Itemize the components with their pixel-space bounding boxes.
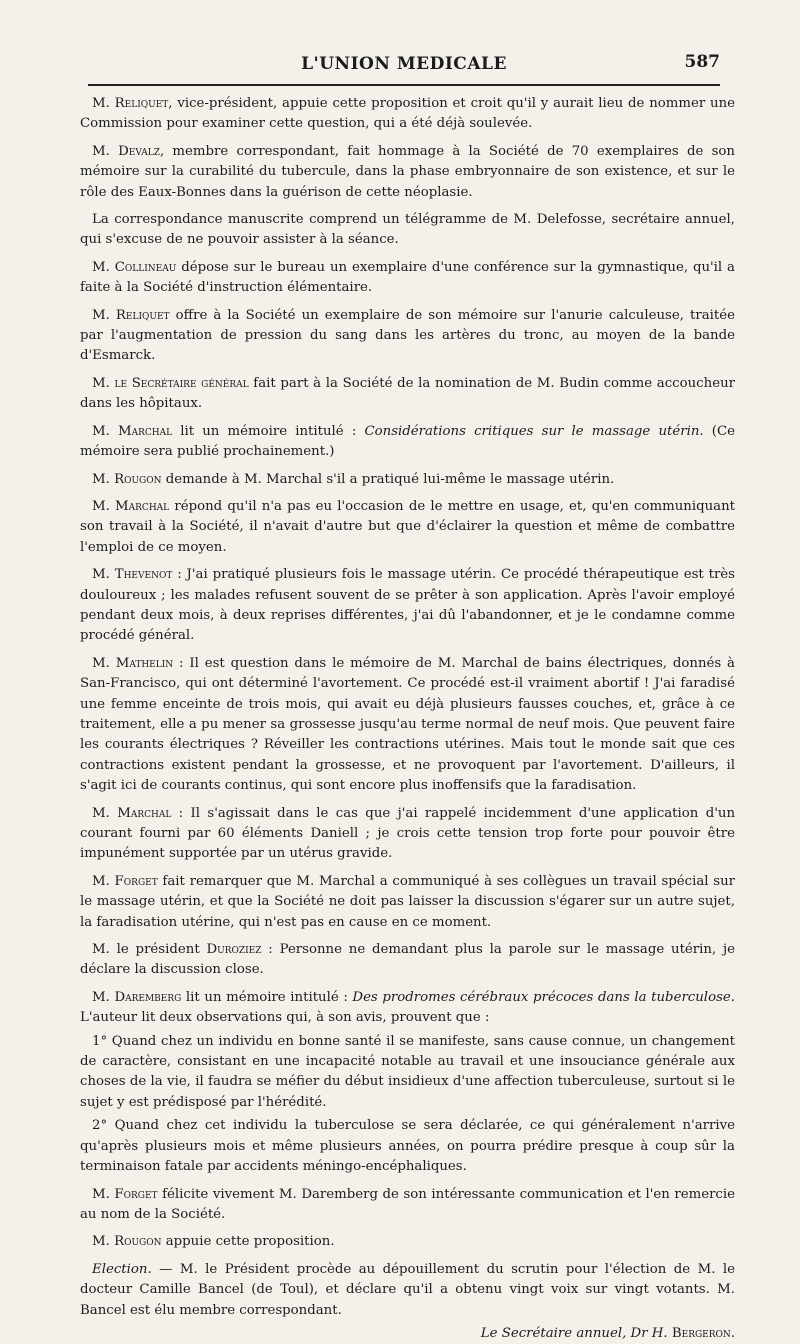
speaker: M. Rougon xyxy=(92,471,162,487)
signature-name: Bergeron. xyxy=(671,1325,735,1341)
signature xyxy=(80,1324,735,1344)
paragraph-text: : Il est question dans le mémoire de M. Marchal de bains électriques, donnés à San-Francisco, qui ont déterminé l'avortement. Ce procédé est-il vraiment abortif ! J'ai faradisé une femme enceinte de trois mois, qui avait eu déjà plusieurs fausses couches, et, grâce à ce traitement, elle a pu mener sa grossesse jusqu'au terme normal de neuf mois. Que peuvent faire les courants électriques ? Réveiller les contractions utérines. Mais tout le monde sait que ces contractions existent pendant la grossesse, et ne provoquent par l'avortement. D'ailleurs, il s'agit ici de courants continus, qui sont encore plus inoffensifs que la faradisation. xyxy=(80,655,735,794)
paragraph xyxy=(80,1185,735,1226)
paragraph xyxy=(80,988,735,1029)
speaker: M. Collineau xyxy=(92,259,177,275)
signature-role: Le Secrétaire annuel, xyxy=(480,1325,627,1341)
paragraph-text: offre à la Société un exemplaire de son mémoire sur l'anurie calculeuse, traitée par l'augmentation de pression du sang dans les artères du tronc, au moyen de la bande d'Esmarck. xyxy=(80,307,735,364)
paragraph-text: : Il s'agissait dans le cas que j'ai rappelé incidemment d'une application d'un courant fourni par 60 éléments Daniell ; je crois cette tension trop forte pour pouvoir être impunément supportée par un utérus gravide. xyxy=(80,805,736,862)
speaker: M. Forget xyxy=(92,873,158,889)
running-head xyxy=(88,48,720,84)
paragraph-text: fait remarquer que M. Marchal a communiqué à ses collègues un travail spécial sur le massage utérin, et que la Société ne doit pas laisser la discussion s'égarer sur un autre sujet, la faradisation utérine, qui n'est pas en cause en ce moment. xyxy=(80,873,735,930)
paragraph-text: — M. le Président procède au dépouillement du scrutin pour l'élection de M. le docteur Camille Bancel (de Toul), et déclare qu'il a obtenu vingt voix sur vingt votants. M. Bancel est élu membre correspondant. xyxy=(80,1261,735,1318)
paragraph xyxy=(80,1032,735,1114)
paragraph-text: lit un mémoire intitulé : xyxy=(181,989,353,1005)
paragraph-text: : J'ai pratiqué plusieurs fois le massage utérin. Ce procédé thérapeutique est très douloureux ; les malades refusent souvent de se prêter à son application. Après l'avoir employé pendant deux mois, à deux reprises différentes, j'ai dû l'abandonner, et je le condamne comme procédé général. xyxy=(80,567,735,644)
signature-title: Dr H. xyxy=(626,1325,672,1341)
paragraph xyxy=(80,1116,735,1177)
speaker: M. Thevenot xyxy=(92,567,173,583)
paragraph-text: lit un mémoire intitulé : xyxy=(172,423,365,439)
header-rule xyxy=(88,84,720,86)
paragraph-text: , vice-président, appuie cette proposition et croit qu'il y aurait lieu de nommer une Commission pour examiner cette question, qui a été déjà soulevée. xyxy=(80,96,736,132)
speaker: M. Daremberg xyxy=(92,989,182,1005)
speaker: M. Reliquet xyxy=(92,307,170,323)
paragraph-text: demande à M. Marchal s'il a pratiqué lui-même le massage utérin. xyxy=(161,471,615,487)
speaker: Duroziez xyxy=(206,942,262,958)
speaker: M. le Secrétaire général xyxy=(92,375,249,391)
speaker: M. Marchal xyxy=(92,805,172,821)
speaker: M. Forget xyxy=(92,1186,158,1202)
section-lead: Election. xyxy=(92,1261,152,1277)
paragraph-text: , membre correspondant, fait hommage à la Société de 70 exemplaires de son mémoire sur la curabilité du tubercule, dans la phase embryonnaire de son existence, et sur le rôle des Eaux-Bonnes dans la guérison de cette néoplasie. xyxy=(80,143,735,200)
paragraph-text: (Ce mémoire sera publié prochainement.) xyxy=(80,423,736,460)
paragraph-text: répond qu'il n'a pas eu l'occasion de le mettre en usage, et, qu'en communiquant son travail à la Société, il n'avait d'autre but que d'éclairer la question et même de combattre l'emploi de ce moyen. xyxy=(80,498,736,555)
paragraph xyxy=(80,94,735,135)
paragraph xyxy=(80,565,735,647)
paragraph-text: : Personne ne demandant plus la parole sur le massage utérin, je déclare la discussion close. xyxy=(80,942,735,978)
speaker: M. Devalz xyxy=(92,143,160,159)
paragraph xyxy=(80,940,735,981)
paragraph xyxy=(80,374,735,415)
paragraph xyxy=(80,422,735,463)
speaker: M. Rougon xyxy=(92,1234,162,1250)
memoir-title: Considérations critiques sur le massage utérin. xyxy=(364,423,704,439)
speaker: M. Marchal xyxy=(92,498,170,514)
paragraph-text: 1° Quand chez un individu en bonne santé il se manifeste, sans cause connue, un changement de caractère, consistant en une incapacité notable au travail et une insouciance générale aux choses de la vie, il faudra se méfier du début insidieux d'une affection tuberculeuse, surtout si le sujet y est prédisposé par l'hérédité. xyxy=(80,1033,735,1110)
paragraph xyxy=(80,654,735,797)
paragraph xyxy=(80,872,735,933)
speaker: M. Marchal xyxy=(92,423,173,439)
paragraph-text: 2° Quand chez cet individu la tuberculose se sera déclarée, ce qui généralement n'arrive qu'après plusieurs mois et même plusieurs années, on pourra prédire presque à coup sûr la terminaison fatale par accidents méningo-encéphaliques. xyxy=(80,1118,735,1175)
paragraph-text: dépose sur le bureau un exemplaire d'une conférence sur la gymnastique, qu'il a faite à la Société d'instruction élémentaire. xyxy=(80,259,735,296)
paragraph xyxy=(80,210,735,251)
paragraph xyxy=(80,1232,735,1252)
paragraph-text: L'auteur lit deux observations qui, à son avis, prouvent que : xyxy=(80,1010,490,1026)
journal-title: L'UNION MEDICALE xyxy=(301,54,507,74)
paragraph xyxy=(80,306,735,367)
page-number: 587 xyxy=(684,52,720,72)
paragraph xyxy=(80,142,735,203)
paragraph xyxy=(80,258,735,299)
paragraph xyxy=(80,497,735,558)
paragraph-text: fait part à la Société de la nomination de M. Budin comme accoucheur dans les hôpitaux. xyxy=(80,375,735,412)
paragraph-text: félicite vivement M. Daremberg de son intéressante communication et l'en remercie au nom de la Société. xyxy=(80,1186,735,1222)
article-body xyxy=(80,94,735,1344)
paragraph xyxy=(80,470,735,490)
paragraph xyxy=(80,1260,735,1321)
memoir-title: Des prodromes cérébraux précoces dans la tuberculose. xyxy=(352,989,735,1005)
paragraph xyxy=(80,804,735,865)
speaker: M. Mathelin xyxy=(92,655,174,671)
paragraph-text: appuie cette proposition. xyxy=(161,1234,335,1250)
speaker-prefix: M. le président xyxy=(92,942,207,958)
speaker: M. Reliquet xyxy=(92,96,169,111)
paragraph-text: La correspondance manuscrite comprend un télégramme de M. Delefosse, secrétaire annuel, qui s'excuse de ne pouvoir assister à la séance. xyxy=(80,212,735,248)
